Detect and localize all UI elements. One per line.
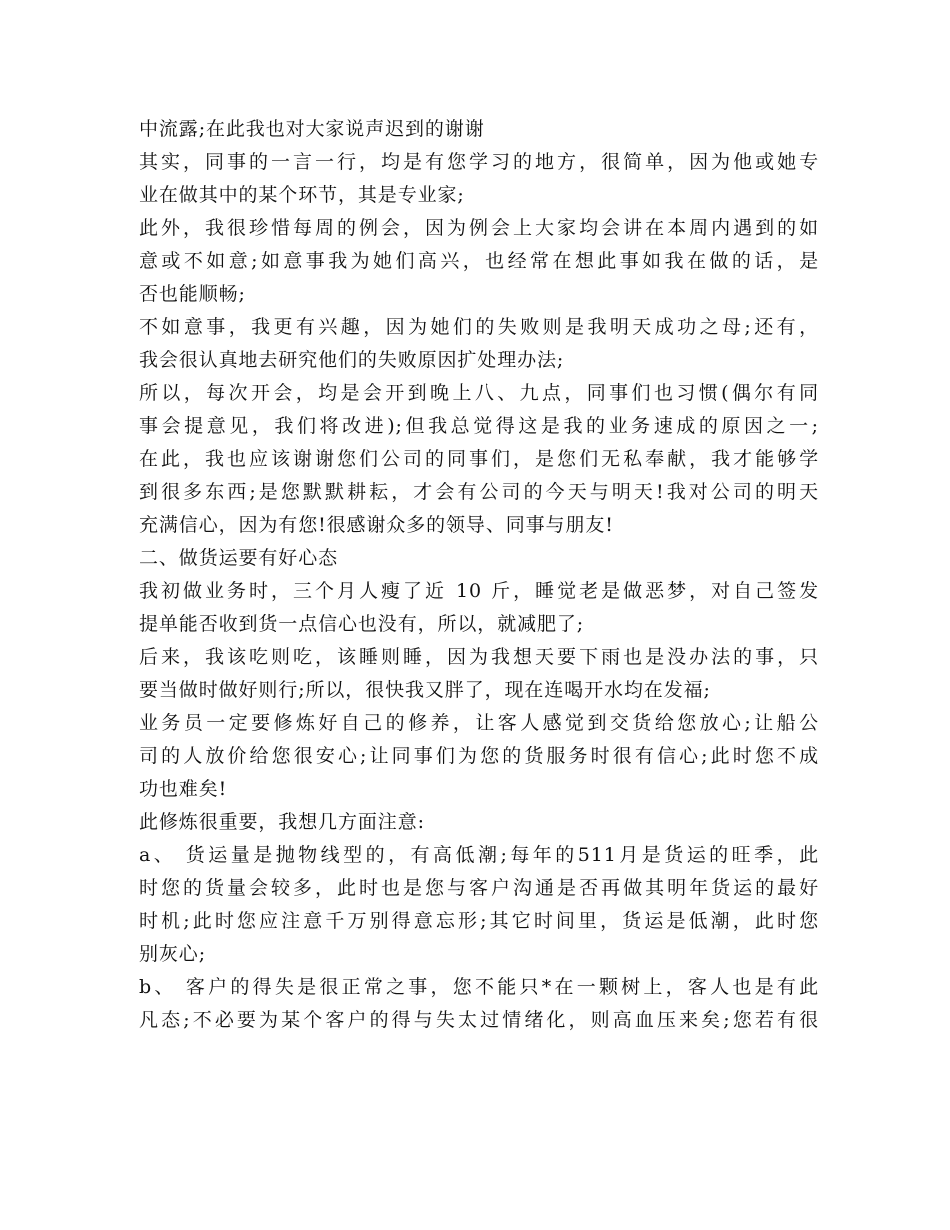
text-line: 不如意事，我更有兴趣，因为她们的失败则是我明天成功之母;还有， <box>139 316 819 338</box>
text-line: 事会提意见，我们将改进);但我总觉得这是我的业务速成的原因之一; <box>139 415 819 437</box>
text-line: 业务员一定要修炼好自己的修养，让客人感觉到交货给您放心;让船公 <box>139 712 819 734</box>
text-line: 中流露;在此我也对大家说声迟到的谢谢 <box>139 118 485 140</box>
text-line: 所以，每次开会，均是会开到晚上八、九点，同事们也习惯(偶尔有同 <box>139 382 819 404</box>
text-line: 充满信心，因为有您!很感谢众多的领导、同事与朋友! <box>139 514 614 536</box>
text-line: 意或不如意;如意事我为她们高兴，也经常在想此事如我在做的话，是 <box>139 250 819 272</box>
text-line: 后来，我该吃则吃，该睡则睡，因为我想天要下雨也是没办法的事，只 <box>139 646 819 668</box>
text-line: 此外，我很珍惜每周的例会，因为例会上大家均会讲在本周内遇到的如 <box>139 217 819 239</box>
text-line: 要当做时做好则行;所以，很快我又胖了，现在连喝开水均在发福; <box>139 679 711 701</box>
text-line: 在此，我也应该谢谢您们公司的同事们，是您们无私奉献，我才能够学 <box>139 448 819 470</box>
text-line: 时您的货量会较多，此时也是您与客户沟通是否再做其明年货运的最好 <box>139 877 819 899</box>
text-line: 业在做其中的某个环节，其是专业家; <box>139 184 465 206</box>
text-line: 此修炼很重要，我想几方面注意: <box>139 811 425 833</box>
text-line: 功也难矣! <box>139 778 228 800</box>
document-body <box>139 113 819 1037</box>
text-line: 到很多东西;是您默默耕耘，才会有公司的今天与明天!我对公司的明天 <box>139 481 819 503</box>
text-line: 凡态;不必要为某个客户的得与失太过情绪化，则高血压来矣;您若有很 <box>139 1009 819 1031</box>
text-line: 时机;此时您应注意千万别得意忘形;其它时间里，货运是低潮，此时您 <box>139 910 819 932</box>
text-line: 司的人放价给您很安心;让同事们为您的货服务时很有信心;此时您不成 <box>139 745 819 767</box>
section-heading: 二、做货运要有好心态 <box>139 547 339 569</box>
text-line: 我初做业务时，三个月人瘦了近 10 斤，睡觉老是做恶梦，对自己签发 <box>139 580 819 602</box>
text-line: 否也能顺畅; <box>139 283 246 305</box>
text-line: 我会很认真地去研究他们的失败原因扩处理办法; <box>139 349 565 371</box>
text-line: 其实，同事的一言一行，均是有您学习的地方，很简单，因为他或她专 <box>139 151 819 173</box>
text-line: a、 货运量是抛物线型的，有高低潮;每年的511月是货运的旺季，此 <box>139 844 819 866</box>
text-line: 提单能否收到货一点信心也没有，所以，就减肥了; <box>139 613 585 635</box>
text-line: b、 客户的得失是很正常之事，您不能只*在一颗树上，客人也是有此 <box>139 976 819 998</box>
text-line: 别灰心; <box>139 943 207 965</box>
